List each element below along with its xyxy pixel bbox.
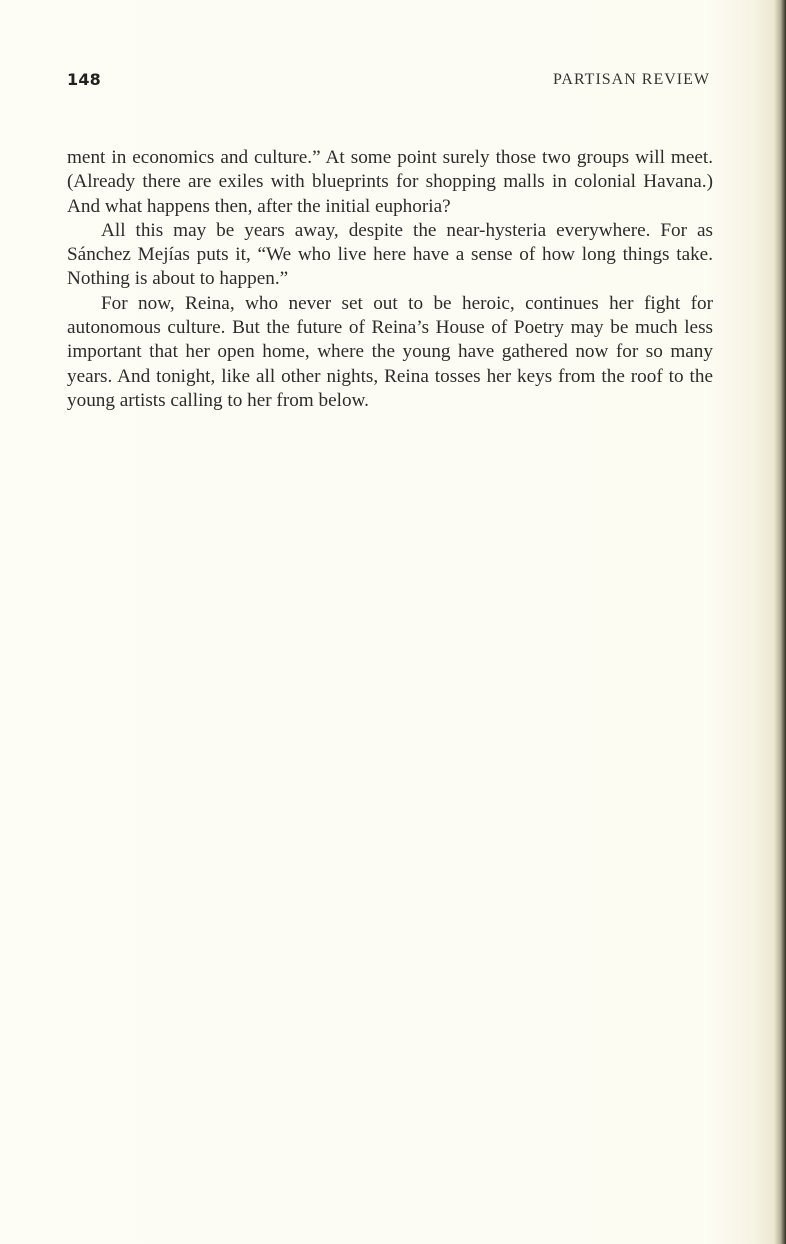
paragraph-reina: For now, Reina, who never set out to be heroic, continues her fight for autonomous culture. But the future of Reina’s House of Poetry may be much less important that her open home, where the young have gathered now for so many years. And tonight, like all other nights, Reina tosses her keys from the roof to the young artists calling to her from below. <box>67 292 713 411</box>
page-spine-shadow <box>774 0 786 1244</box>
journal-title: PARTISAN REVIEW <box>552 71 710 88</box>
page-number: 148 <box>67 70 101 89</box>
article-body <box>67 146 713 413</box>
paragraph-continuation: ment in economics and culture.” At some point surely those two groups will meet. (Already there are exiles with blueprints for shopping malls in colonial Havana.) And what happens then, after the initial euphoria? <box>67 147 713 217</box>
paragraph-sanchez-mejias: All this may be years away, despite the near-hysteria everywhere. For as Sánchez Mejías puts it, “We who live here have a sense of how long things take. Nothing is about to happen.” <box>67 219 713 290</box>
running-head <box>67 70 710 96</box>
